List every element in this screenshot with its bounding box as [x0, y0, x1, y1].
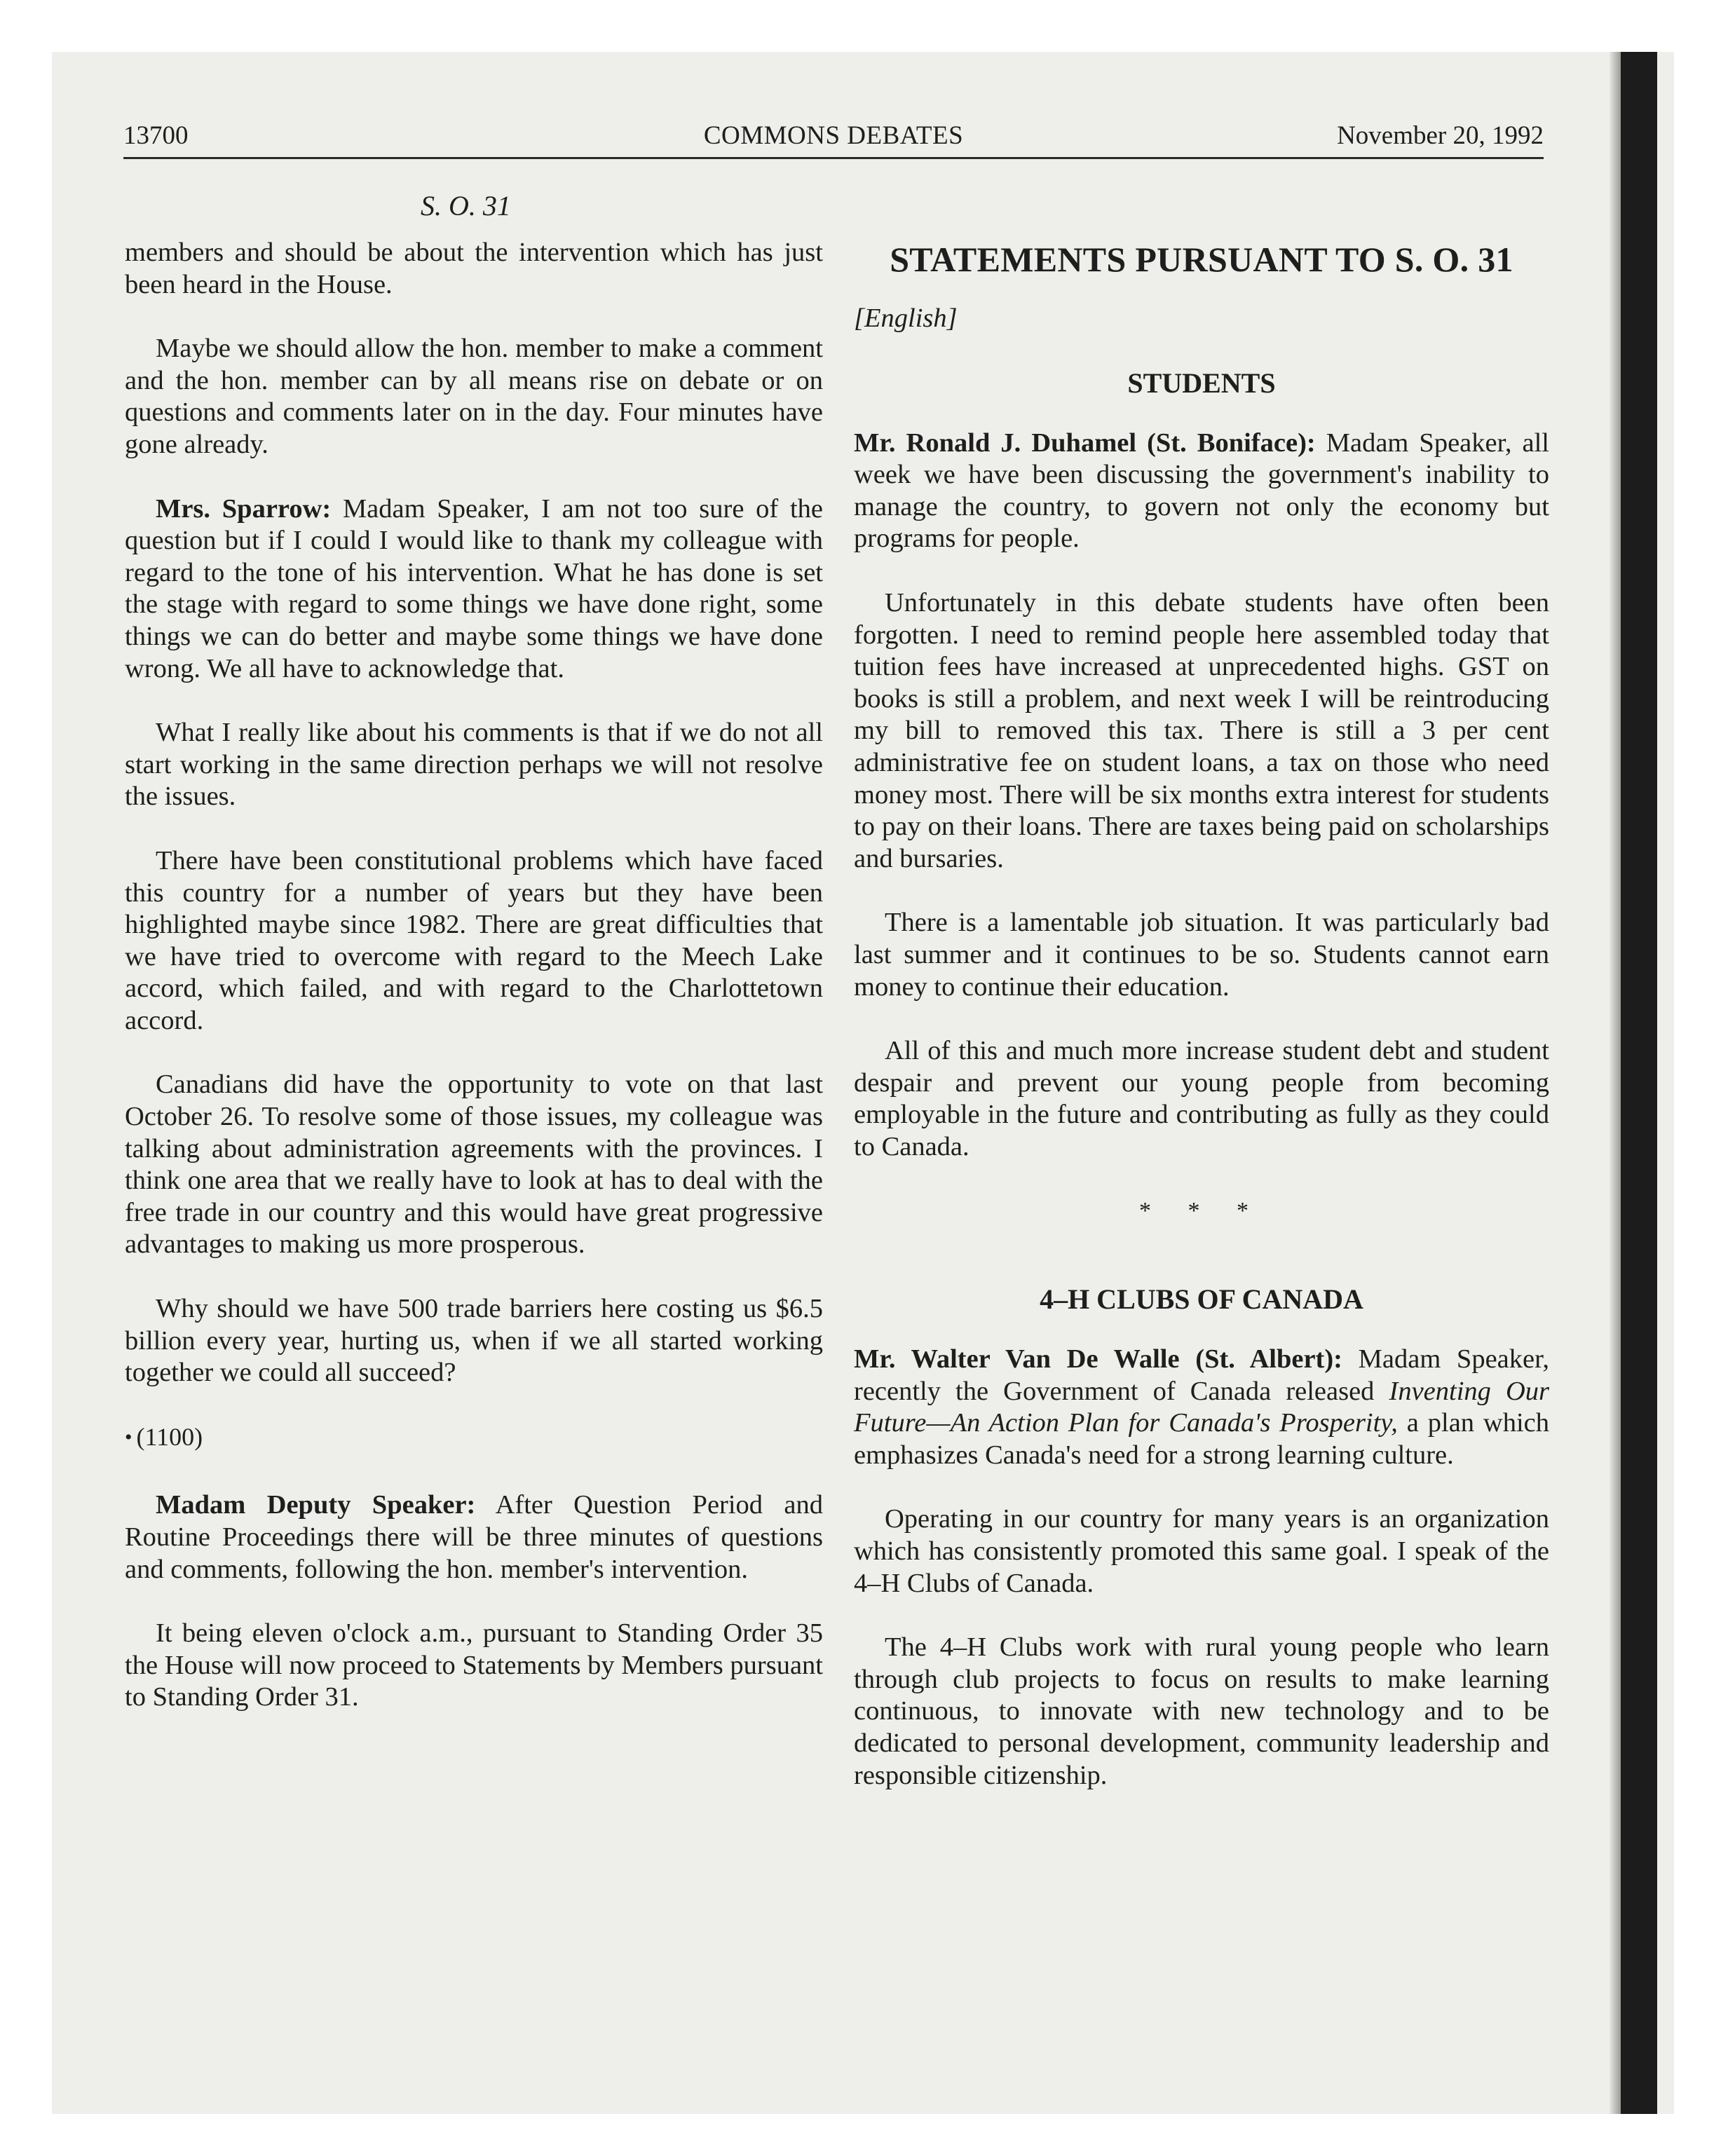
subsection-title: 4–H CLUBS OF CANADA	[1040, 1283, 1363, 1316]
speaker-name: Madam Deputy Speaker:	[156, 1490, 476, 1520]
speaker-name: Mrs. Sparrow:	[156, 493, 332, 524]
page-edge-shadow	[1610, 52, 1621, 2114]
speaker-name: Mr. Ronald J. Duhamel (St. Boniface):	[854, 428, 1316, 458]
paragraph: Maybe we should allow the hon. member to make a comment and the hon. member can by all means rise on debate or on questions and comments later on in the day. Four minutes have gone already.	[125, 334, 823, 459]
speaker-name: Mr. Walter Van De Walle (St. Albert):	[854, 1344, 1343, 1374]
paragraph: It being eleven o'clock a.m., pursuant to Standing Order 35 the House will now proceed to Statements by Members pursuant to Standing Order 31.	[125, 1618, 823, 1712]
paragraph: What I really like about his comments is that if we do not all start working in the same direction perhaps we will not resolve the issues.	[125, 718, 823, 812]
paragraph: There is a lamentable job situation. It was particularly bad last summer and it continues to be so. Students cannot earn money to continue their education.	[854, 908, 1549, 1002]
running-head: S. O. 31	[421, 190, 511, 221]
publication-title: COMMONS DEBATES	[703, 121, 964, 150]
time-marker	[125, 1421, 823, 1454]
paragraph	[854, 428, 1549, 555]
paragraph: There have been constitutional problems which have faced this country for a number of years but they have been highlighted maybe since 1982. There are great difficulties that we have tried to overcome with regard to the Meech Lake accord, which failed, and with regard to the Charlottetown accord.	[125, 845, 823, 1035]
paragraph	[125, 493, 823, 685]
language-tag: [English]	[854, 303, 958, 333]
paragraph: The 4–H Clubs work with rural young people who learn through club projects to focus on results to make learning continuous, to innovate with new technology and to be dedicated to personal development, community leadership and responsible citizenship.	[854, 1632, 1549, 1790]
speech-text: a plan which emphasizes Canada's need for a strong learning culture.	[854, 1408, 1549, 1470]
speech-text: Madam Speaker, all week we have been discussing the government's inability to manage the country, to govern not only the economy but programs for people.	[854, 428, 1550, 554]
scan-border	[1621, 52, 1657, 2114]
subsection-title: STUDENTS	[1127, 367, 1276, 399]
speech-text: Madam Speaker, recently the Government of Canada released	[854, 1344, 1550, 1406]
right-column	[854, 237, 1549, 1792]
bullet-icon: •	[125, 1425, 132, 1449]
speech-text: After Question Period and Routine Proceedings there will be three minutes of questions and comments, following the hon. member's intervention.	[125, 1490, 823, 1584]
paragraph: Unfortunately in this debate students have often been forgotten. I need to remind people here assembled today that tuition fees have increased at unprecedented highs. GST on books is still a problem, and next week I will be reintroducing my bill to removed this tax. There is still a 3 per cent administrative fee on student loans, a tax on those who need money most. There will be six months extra interest for students to pay on their loans. There are taxes being paid on scholarships and bursaries.	[854, 587, 1549, 873]
paragraph: Why should we have 500 trade barriers here costing us $6.5 billion every year, hurting us, when if we all started working together we could all succeed?	[125, 1294, 823, 1388]
speech-text: Madam Speaker, I am not too sure of the question but if I could I would like to thank my colleague with regard to the tone of his intervention. What he has done is set the stage with regard to some things we have done right, some things we can do better and maybe some things we have done wrong. We all have to acknowledge that.	[125, 493, 823, 683]
time-value: (1100)	[136, 1422, 203, 1451]
paragraph: All of this and much more increase student debt and student despair and prevent our young people from becoming employable in the future and contributing as fully as they could to Canada.	[854, 1036, 1549, 1161]
paragraph	[125, 1489, 823, 1585]
paragraph: Canadians did have the opportunity to vote on that last October 26. To resolve some of those issues, my colleague was talking about administration agreements with the provinces. I think one area that we really have to look at has to deal with the free trade in our country and this would have great progressive advantages to making us more prosperous.	[125, 1070, 823, 1260]
paragraph: members and should be about the intervention which has just been heard in the House.	[125, 238, 823, 299]
section-separator: * * *	[1139, 1198, 1264, 1224]
publication-date: November 20, 1992	[1337, 121, 1544, 150]
document-title: Inventing Our Future—An Action Plan for Canada's Prosperity,	[854, 1376, 1549, 1438]
paragraph	[854, 1344, 1549, 1471]
section-title: STATEMENTS PURSUANT TO S. O. 31	[890, 240, 1513, 279]
left-column	[125, 237, 823, 1714]
page-header	[123, 115, 1544, 159]
page-number: 13700	[123, 121, 189, 150]
paragraph: Operating in our country for many years is an organization which has consistently promoted this same goal. I speak of the 4–H Clubs of Canada.	[854, 1504, 1549, 1598]
